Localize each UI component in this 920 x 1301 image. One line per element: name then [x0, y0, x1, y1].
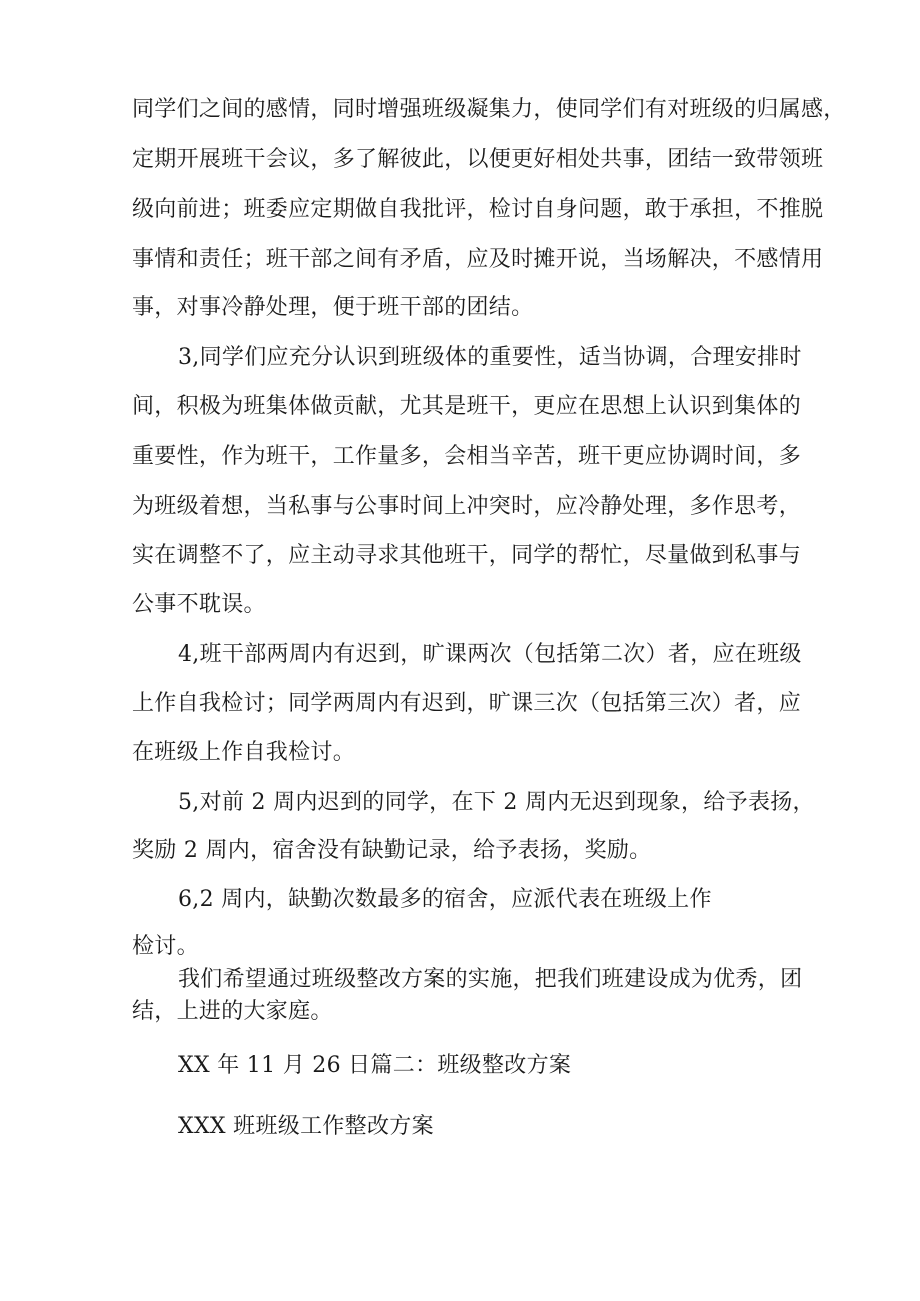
- paragraph-line: 级向前进；班委应定期做自我批评，检讨自身问题，敢于承担，不推脱: [132, 197, 824, 222]
- paragraph-line: 3,同学们应充分认识到班级体的重要性，适当协调，合理安排时: [178, 345, 802, 370]
- paragraph-line: 为班级着想，当私事与公事时间上冲突时，应冷静处理，多作思考，: [132, 494, 802, 519]
- paragraph-line: 4,班干部两周内有迟到，旷课两次（包括第二次）者，应在班级: [178, 642, 802, 667]
- paragraph-line: 实在调整不了，应主动寻求其他班干，同学的帮忙，尽量做到私事与: [132, 543, 802, 568]
- paragraph-line: 事，对事冷静处理，便于班干部的团结。: [132, 295, 534, 320]
- paragraph-line: 我们希望通过班级整改方案的实施，把我们班建设成为优秀，团: [178, 967, 803, 992]
- paragraph-line: 定期开展班干会议，多了解彼此，以便更好相处共事，团结一致带领班: [132, 147, 824, 172]
- paragraph-line: 结，上进的大家庭。: [132, 999, 333, 1024]
- heading-line: XXX 班班级工作整改方案: [178, 1114, 434, 1139]
- paragraph-line: 6,2 周内，缺勤次数最多的宿舍，应派代表在班级上作: [178, 887, 712, 912]
- paragraph-line: 5,对前 2 周内迟到的同学，在下 2 周内无迟到现象，给予表扬，: [178, 790, 815, 815]
- paragraph-line: 公事不耽误。: [132, 592, 266, 617]
- paragraph-line: 同学们之间的感情，同时增强班级凝集力，使同学们有对班级的归属感，: [132, 97, 846, 122]
- paragraph-line: 在班级上作自我检讨。: [132, 740, 356, 765]
- paragraph-line: 重要性，作为班干，工作量多，会相当辛苦，班干更应协调时间，多: [132, 444, 802, 469]
- paragraph-line: 事情和责任；班干部之间有矛盾，应及时摊开说，当场解决，不感情用: [132, 247, 824, 272]
- paragraph-line: 奖励 2 周内，宿舍没有缺勤记录，给予表扬，奖励。: [132, 838, 652, 863]
- paragraph-line: 检讨。: [132, 934, 199, 959]
- paragraph-line: 间，积极为班集体做贡献，尤其是班干，更应在思想上认识到集体的: [132, 394, 802, 419]
- paragraph-line: 上作自我检讨；同学两周内有迟到，旷课三次（包括第三次）者，应: [132, 691, 802, 716]
- heading-line: XX 年 11 月 26 日篇二：班级整改方案: [178, 1053, 572, 1078]
